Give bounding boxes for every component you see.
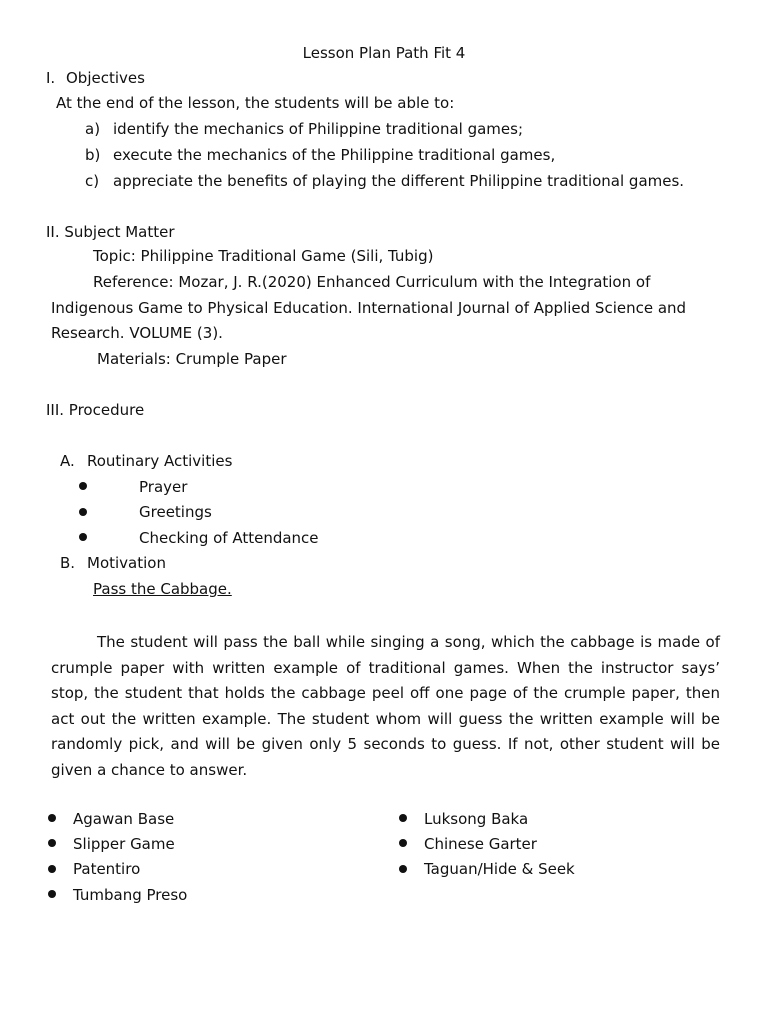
game-item: Patentiro (73, 860, 141, 878)
bullet-icon (48, 865, 56, 873)
game-item: Agawan Base (73, 810, 175, 828)
bullet-icon (48, 839, 56, 847)
objective-item-c: appreciate the benefits of playing the different Philippine traditional games. (113, 172, 685, 190)
game-item: Taguan/Hide & Seek (424, 860, 575, 878)
subject-reference-line-2: Indigenous Game to Physical Education. International Journal of Applied Science and (51, 299, 687, 317)
bullet-icon (48, 814, 56, 822)
game-item: Slipper Game (73, 835, 175, 853)
objective-item-a: identify the mechanics of Philippine traditional games; (113, 120, 524, 138)
bullet-icon (48, 890, 56, 898)
routinary-marker: A. (60, 452, 75, 470)
document-title: Lesson Plan Path Fit 4 (302, 44, 466, 62)
bullet-icon (399, 839, 407, 847)
objective-item-b: execute the mechanics of the Philippine traditional games, (113, 146, 556, 164)
game-item: Luksong Baka (424, 810, 529, 828)
routinary-item-prayer: Prayer (139, 478, 188, 496)
bullet-icon (399, 865, 407, 873)
objectives-intro: At the end of the lesson, the students will be able to: (56, 94, 455, 112)
motivation-marker: B. (60, 554, 76, 572)
procedure-heading: III. Procedure (46, 401, 145, 419)
game-item: Chinese Garter (424, 835, 537, 853)
objective-marker-a: a) (85, 120, 101, 138)
objective-marker-c: c) (85, 172, 100, 190)
subject-topic: Topic: Philippine Traditional Game (Sili, Tubig) (93, 247, 434, 265)
subject-reference-line-1: Reference: Mozar, J. R.(2020) Enhanced Curriculum with the Integration of (93, 273, 651, 291)
activity-title: Pass the Cabbage. (93, 580, 232, 598)
game-item: Tumbang Preso (73, 886, 188, 904)
bullet-icon (79, 482, 87, 490)
motivation-heading: Motivation (87, 554, 166, 572)
bullet-icon (79, 508, 87, 516)
objectives-heading-number: I. (46, 69, 56, 87)
objective-marker-b: b) (85, 146, 101, 164)
activity-description: The student will pass the ball while singing a song, which the cabbage is made of crumple paper with written example of traditional games. When the instructor says’ stop, the student that holds the cabbage peel off one page of the crumple paper, then act out the written example. The student whom will guess the written example will be randomly pick, and will be given only 5 seconds to guess. If not, other student will be given a chance to answer. (51, 633, 720, 779)
objectives-heading: Objectives (66, 69, 145, 87)
subject-reference-line-3: Research. VOLUME (3). (51, 324, 223, 342)
bullet-icon (79, 533, 87, 541)
subject-matter-heading: II. Subject Matter (46, 223, 175, 241)
routinary-item-greetings: Greetings (139, 503, 212, 521)
routinary-item-attendance: Checking of Attendance (139, 529, 319, 547)
subject-materials: Materials: Crumple Paper (97, 350, 287, 368)
routinary-heading: Routinary Activities (87, 452, 233, 470)
bullet-icon (399, 814, 407, 822)
